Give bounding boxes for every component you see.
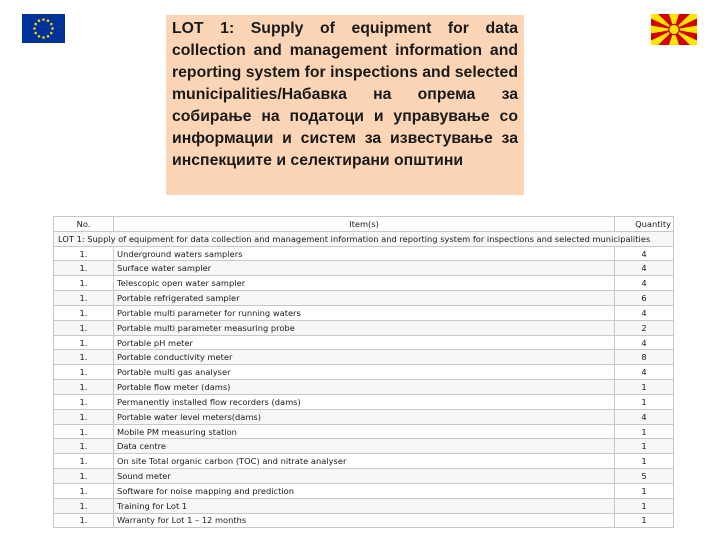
row-item: Portable pH meter: [114, 335, 615, 350]
table-row: [54, 305, 674, 320]
row-quantity: 6: [615, 291, 674, 306]
row-item: Portable conductivity meter: [114, 350, 615, 365]
row-number: 1.: [54, 335, 114, 350]
eu-star-icon: [51, 27, 54, 30]
table-row: [54, 261, 674, 276]
row-item: On site Total organic carbon (TOC) and nitrate analyser: [114, 454, 615, 469]
row-number: 1.: [54, 276, 114, 291]
row-quantity: 4: [615, 335, 674, 350]
table-row: [54, 513, 674, 528]
row-item: Mobile PM measuring station: [114, 424, 615, 439]
row-quantity: 1: [615, 439, 674, 454]
eu-star-icon: [38, 19, 41, 22]
macedonia-flag-icon: [651, 14, 697, 45]
table-row: [54, 320, 674, 335]
row-item: Permanently installed flow recorders (dams): [114, 394, 615, 409]
row-item: Portable multi parameter for running waters: [114, 305, 615, 320]
eu-star-icon: [42, 36, 45, 39]
row-item: Surface water sampler: [114, 261, 615, 276]
row-number: 1.: [54, 246, 114, 261]
table-row: [54, 276, 674, 291]
row-quantity: 1: [615, 454, 674, 469]
table-row: [54, 380, 674, 395]
row-quantity: 1: [615, 424, 674, 439]
row-quantity: 4: [615, 409, 674, 424]
lot-title-mk: Набавка на опрема за собирање на податоци и управување со информации и систем за известување за инспекциите и селектирани општини: [172, 86, 518, 169]
table-header-row: [54, 217, 674, 232]
eu-star-icon: [50, 32, 53, 35]
row-number: 1.: [54, 394, 114, 409]
row-quantity: 1: [615, 380, 674, 395]
row-number: 1.: [54, 320, 114, 335]
table-row: [54, 498, 674, 513]
eu-star-icon: [47, 19, 50, 22]
table-row: [54, 394, 674, 409]
lot-title-separator: /: [277, 86, 282, 103]
row-item: Telescopic open water sampler: [114, 276, 615, 291]
eu-star-icon: [47, 35, 50, 38]
row-number: 1.: [54, 498, 114, 513]
eu-star-icon: [42, 18, 45, 21]
lot-title-box: [166, 15, 524, 195]
eu-flag-icon: [22, 14, 65, 43]
header-items: Item(s): [114, 217, 615, 232]
row-quantity: 1: [615, 498, 674, 513]
row-number: 1.: [54, 424, 114, 439]
row-number: 1.: [54, 350, 114, 365]
row-item: Training for Lot 1: [114, 498, 615, 513]
lot-title: [172, 18, 518, 172]
table-row: [54, 350, 674, 365]
row-quantity: 1: [615, 513, 674, 528]
table-row: [54, 483, 674, 498]
row-number: 1.: [54, 469, 114, 484]
row-quantity: 4: [615, 305, 674, 320]
eu-star-icon: [33, 27, 36, 30]
lot-row: [54, 231, 674, 246]
row-number: 1.: [54, 261, 114, 276]
table-row: [54, 469, 674, 484]
table-row: [54, 335, 674, 350]
row-quantity: 8: [615, 350, 674, 365]
row-quantity: 4: [615, 365, 674, 380]
row-item: Data centre: [114, 439, 615, 454]
row-number: 1.: [54, 439, 114, 454]
row-item: Sound meter: [114, 469, 615, 484]
table-row: [54, 439, 674, 454]
row-item: Software for noise mapping and prediction: [114, 483, 615, 498]
row-item: Warranty for Lot 1 – 12 months: [114, 513, 615, 528]
row-item: Portable multi parameter measuring probe: [114, 320, 615, 335]
row-item: Portable refrigerated sampler: [114, 291, 615, 306]
row-item: Portable flow meter (dams): [114, 380, 615, 395]
eu-star-icon: [34, 32, 37, 35]
row-item: Underground waters samplers: [114, 246, 615, 261]
table-row: [54, 409, 674, 424]
row-quantity: 5: [615, 469, 674, 484]
table-row: [54, 246, 674, 261]
table-row: [54, 454, 674, 469]
row-quantity: 1: [615, 483, 674, 498]
row-quantity: 1: [615, 394, 674, 409]
table-row: [54, 291, 674, 306]
header-no: No.: [54, 217, 114, 232]
row-number: 1.: [54, 305, 114, 320]
row-number: 1.: [54, 454, 114, 469]
row-quantity: 4: [615, 276, 674, 291]
row-quantity: 4: [615, 246, 674, 261]
table-row: [54, 424, 674, 439]
equipment-table: [53, 216, 674, 528]
table-row: [54, 365, 674, 380]
row-number: 1.: [54, 409, 114, 424]
lot-title-en: LOT 1: Supply of equipment for data collection and management information and reporting system for inspections and selected municipalities: [172, 20, 518, 103]
row-number: 1.: [54, 365, 114, 380]
eu-star-icon: [50, 23, 53, 26]
eu-star-icon: [34, 23, 37, 26]
eu-star-icon: [38, 35, 41, 38]
row-number: 1.: [54, 483, 114, 498]
row-item: Portable water level meters(dams): [114, 409, 615, 424]
row-quantity: 4: [615, 261, 674, 276]
row-item: Portable multi gas analyser: [114, 365, 615, 380]
row-number: 1.: [54, 513, 114, 528]
row-number: 1.: [54, 380, 114, 395]
header-quantity: Quantity: [615, 217, 674, 232]
row-number: 1.: [54, 291, 114, 306]
lot-row-title: LOT 1: Supply of equipment for data collection and management information and reporting system for inspections and selected municipalities: [54, 231, 674, 246]
row-quantity: 2: [615, 320, 674, 335]
